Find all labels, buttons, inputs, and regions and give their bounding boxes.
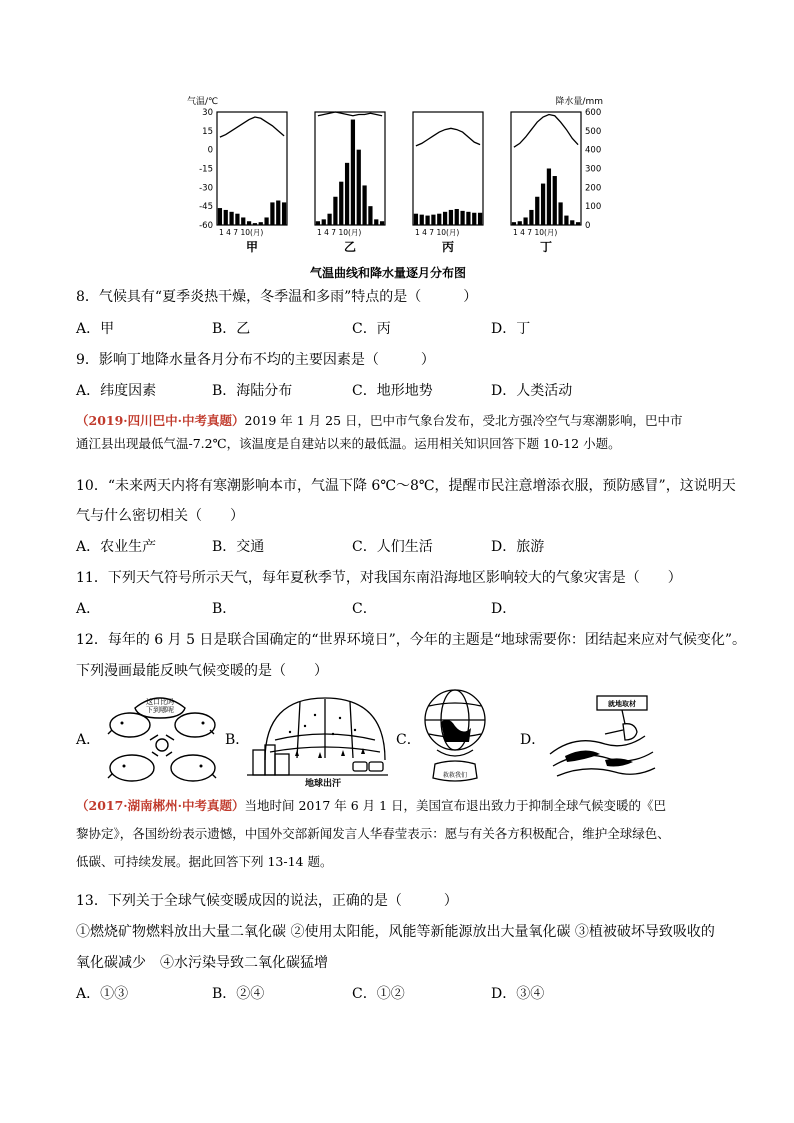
precip-bar [523,217,527,225]
cartoon-a-image[interactable] [100,690,225,790]
cartoon-c-globe-icon [415,686,495,788]
precip-bar [339,182,343,225]
precip-bar [437,214,441,225]
precip-bar [276,201,280,225]
q11-stem: 11．下列天气符号所示天气，每年夏秋季节，对我国东南沿海地区影响较大的气象灾害是（ ） [76,570,682,586]
intro-2017-line1: 当地时间 2017 年 6 月 1 日，美国宣布退出致力于抑制全球气候变暖的《巴 [244,798,667,813]
panel-name-label: 丙 [441,240,455,254]
q9-option-b[interactable]: B．海陆分布 [212,383,293,399]
precip-tick-label: 300 [585,164,602,175]
precip-bar [264,217,268,225]
precip-bar [455,209,459,225]
temp-tick-label: -30 [199,183,213,194]
panel-name-label: 乙 [343,240,357,254]
q13-option-c[interactable]: C．①② [352,986,405,1002]
intro-2017 [76,796,726,872]
intro-2019-line2: 通江县出现最低气温-7.2℃，该温度是自建站以来的最低温。运用相关知识回答下题 10-12 小题。 [76,436,621,451]
q12-stem-line2: 下列漫画最能反映气候变暖的是（ ） [76,663,328,679]
q13-option-d[interactable]: D．③④ [491,986,545,1002]
precip-tick-label: 500 [585,126,602,137]
intro-2017-line2: 黎协定》，各国纷纷表示遗憾，中国外交部新闻发言人华春莹表示：愿与有关各方积极配合，维护全球绿色、 [76,826,670,841]
precip-bar [235,214,239,225]
precip-bar [327,214,331,225]
precip-bar [558,202,562,225]
precip-bar [270,202,274,225]
chart-frame-2 [315,112,385,225]
cartoon-a-bubble-line1: 这口比吗 [146,698,174,706]
precip-bar [547,169,551,226]
precip-bar [518,221,522,225]
climate-charts-svg [185,92,605,282]
q8-stem: 8．气候具有“夏季炎热干燥，冬季温和多雨”特点的是（ ） [76,289,478,305]
precip-bar [460,211,464,225]
precip-axis-title: 降水量/mm [555,97,603,107]
q9-option-a[interactable]: A．纬度因素 [76,383,157,399]
precip-bar [570,220,574,225]
precip-tick-label: 100 [585,202,602,213]
q11-option-d[interactable]: D． [491,601,517,617]
temperature-curve [416,128,480,146]
precip-bar [282,202,286,225]
precip-bar [449,210,453,225]
q13-option-a[interactable]: A．①③ [76,986,129,1002]
cartoon-d-sign: 就地取材 [608,700,636,708]
temp-tick-label: -15 [199,164,213,175]
cartoon-b-earth-sweat-icon [245,690,390,790]
precip-bar [218,208,222,225]
q11-option-b[interactable]: B． [212,601,237,617]
month-tick-label: 1 4 7 10(月) [513,228,558,237]
q9-option-c[interactable]: C．地形地势 [352,383,433,399]
precip-bar [380,221,384,225]
precip-tick-label: 400 [585,145,602,156]
q13-items-line2: 氧化碳减少 ④水污染导致二氧化碳猛增 [76,955,328,971]
precip-bar [529,210,533,225]
precip-bar [316,221,320,225]
q10-option-a[interactable]: A．农业生产 [76,539,157,555]
cartoon-b-caption: 地球出汗 [304,779,342,789]
temp-tick-label: 15 [202,126,213,137]
precip-bar [351,120,355,225]
q12-option-c[interactable]: C． [396,732,421,748]
precip-bar [443,212,447,225]
q10-option-b[interactable]: B．交通 [212,539,265,555]
cartoon-c-caption: 救救我们 [442,772,468,779]
precip-bar [478,213,482,225]
cartoon-b-image[interactable] [245,690,390,790]
q10-option-c[interactable]: C．人们生活 [352,539,433,555]
q12-stem-line1: 12．每年的 6 月 5 日是联合国确定的“世界环境日”，今年的主题是“地球需要你：团结起来应对气候变化”。 [76,632,747,648]
month-tick-label: 1 4 7 10(月) [219,228,264,237]
q10-option-d[interactable]: D．旅游 [491,539,545,555]
temp-tick-label: -45 [199,202,213,213]
cartoon-c-image[interactable] [415,686,495,788]
temperature-curve [220,117,284,137]
q13-option-b[interactable]: B．②④ [212,986,265,1002]
cartoon-a-bubble-line2: 下到哪呢 [146,706,174,714]
precip-bar [553,176,557,225]
source-tag-2019: （2019·四川巴中·中考真题） [76,413,245,428]
q9-stem: 9．影响丁地降水量各月分布不均的主要因素是（ ） [76,352,435,368]
precip-bar [374,219,378,225]
precip-bar [535,197,539,225]
precip-bar [512,222,516,225]
precip-bar [564,216,568,225]
precip-bar [541,184,545,225]
q10-stem-line1: 10．“未来两天内将有寒潮影响本市，气温下降 6℃～8℃，提醒市民注意增添衣服，预防感冒”，这说明天 [76,478,736,494]
q13-items-line1: ①燃烧矿物燃料放出大量二氧化碳 ②使用太阳能，风能等新能源放出大量氧化碳 ③植被破坏导致吸收的 [76,924,715,940]
q8-option-c[interactable]: C．丙 [352,321,391,337]
precip-bar [253,223,257,225]
month-tick-label: 1 4 7 10(月) [317,228,362,237]
temp-tick-label: -60 [199,221,213,231]
precip-bar [345,163,349,225]
intro-2017-line3: 低碳、可持续发展。据此回答下列 13-14 题。 [76,854,333,869]
precip-bar [368,206,372,225]
precip-bar [241,217,245,225]
q10-stem-line2: 气与什么密切相关（ ） [76,508,244,524]
panel-name-label: 丁 [539,240,553,254]
precip-bar [431,215,435,225]
precip-bar [224,210,228,225]
precip-bar [357,150,361,225]
precip-tick-label: 200 [585,183,602,194]
climate-figure [185,92,605,282]
q8-option-d[interactable]: D．丁 [491,321,531,337]
q9-option-d[interactable]: D．人类活动 [491,383,573,399]
precip-bar [229,212,233,225]
intro-2019-line1: 2019 年 1 月 25 日，巴中市气象台发布，受北方强冷空气与寒潮影响，巴中市 [244,413,683,428]
precip-bar [414,214,418,225]
intro-2019 [76,411,726,454]
figure-caption: 气温曲线和降水量逐月分布图 [310,266,467,280]
precip-bar [322,219,326,225]
q11-option-a[interactable]: A． [76,601,101,617]
chart-frame-4 [511,112,581,225]
cartoon-a-pigs-icon [100,690,225,790]
precip-bar [259,222,263,225]
month-tick-label: 1 4 7 10(月) [415,228,460,237]
precip-bar [466,212,470,225]
q8-option-a[interactable]: A．甲 [76,321,115,337]
panel-name-label: 甲 [245,240,259,254]
temp-axis-title: 气温/℃ [187,97,219,107]
q12-option-b[interactable]: B． [225,732,250,748]
q12-option-d[interactable]: D． [520,732,546,748]
q8-option-b[interactable]: B．乙 [212,321,251,337]
precip-tick-label: 0 [585,221,591,231]
precip-bar [362,185,366,225]
temp-tick-label: 30 [202,108,213,118]
precip-bar [472,213,476,225]
temperature-curve [514,115,578,148]
precip-bar [420,215,424,225]
precip-bar [333,197,337,225]
source-tag-2017: （2017·湖南郴州·中考真题） [76,798,245,813]
precip-tick-label: 600 [585,108,602,118]
precip-bar [576,222,580,225]
q13-stem: 13．下列关于全球气候变暖成因的说法，正确的是（ ） [76,893,458,909]
q11-option-c[interactable]: C． [352,601,377,617]
q12-option-a[interactable]: A． [76,732,101,748]
cartoon-d-image[interactable] [545,694,660,782]
cartoon-d-melting-icon [545,694,660,782]
precip-bar [247,221,251,225]
precip-bar [425,216,429,225]
temp-tick-label: 0 [207,145,213,156]
